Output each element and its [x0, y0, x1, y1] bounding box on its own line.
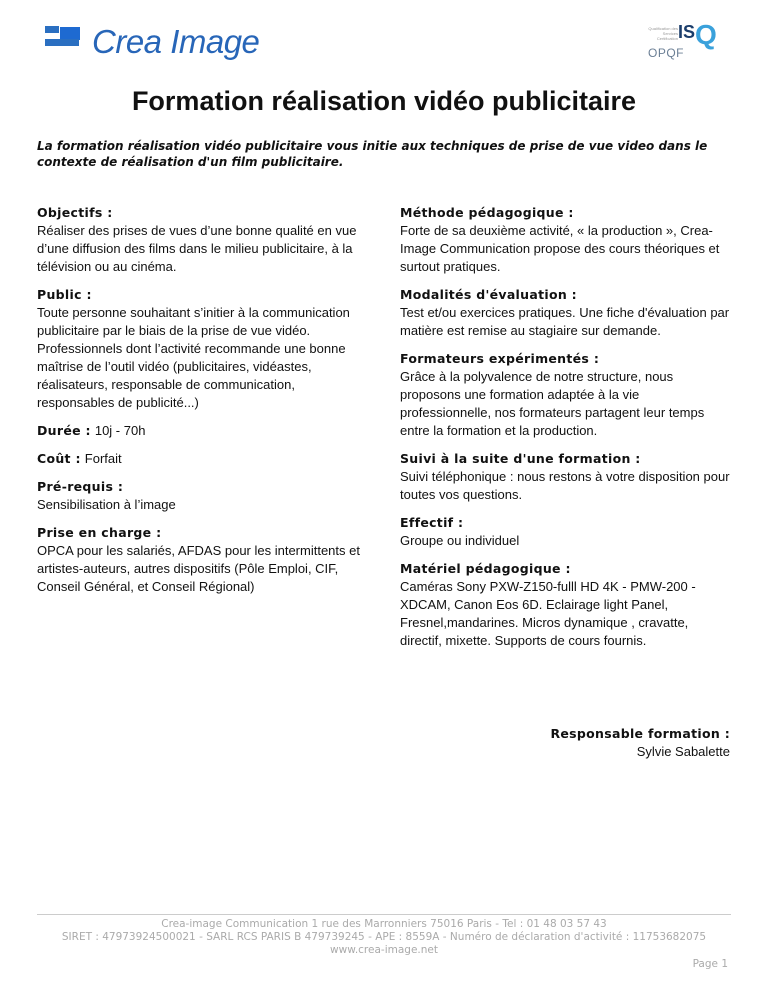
responsable-name: Sylvie Sabalette: [636, 744, 730, 759]
section-body: Grâce à la polyvalence de notre structure, nous proposons une formation adaptée à la vie professionnelle, nos formateurs partagent leur temps entre la formation et la production.: [400, 369, 705, 438]
responsable-label: Responsable formation :: [550, 726, 730, 741]
section-label: Pré-requis :: [37, 479, 124, 494]
section-body: Caméras Sony PXW-Z150-fulll HD 4K - PMW-200 - XDCAM, Canon Eos 6D. Eclairage light Panel, Fresnel,mandarines. Micros dynamique , cravatte, directif, mixette. Supports de cours fournis.: [400, 579, 696, 648]
section-objectifs: [37, 204, 369, 276]
intro-text: La formation réalisation vidéo publicitaire vous initie aux techniques de prise de vue video dans le contexte de réalisation d'un film publicitaire.: [37, 139, 708, 169]
brand-name: Crea Image: [92, 23, 260, 60]
footer-legal: SIRET : 47973924500021 - SARL RCS PARIS B 479739245 - APE : 8559A - Numéro de déclaration d'activité : 11753682075: [61, 931, 707, 943]
section-label: Suivi à la suite d'une formation :: [400, 451, 641, 466]
cert-q-text: Q: [695, 19, 717, 50]
section-body: Test et/ou exercices pratiques. Une fiche d'évaluation par matière est remise au stagiaire sur demande.: [400, 305, 730, 338]
section-body: Réaliser des prises de vues d’une bonne qualité en vue d’une diffusion des films dans le milieu publicitaire, à la télévision ou au cinéma.: [37, 223, 357, 274]
section-label: Effectif :: [400, 515, 464, 530]
section-label: Public :: [37, 287, 92, 302]
section-label: Durée :: [37, 423, 91, 438]
section-cout: [37, 450, 369, 468]
section-methode: [400, 204, 732, 276]
right-column: [400, 204, 732, 660]
section-body: OPCA pour les salariés, AFDAS pour les intermittents et artistes-auteurs, autres dispositifs (Pôle Emploi, CIF, Conseil Général, et Conseil Régional): [37, 543, 360, 594]
isq-opqf-logo: [648, 19, 728, 64]
section-body: 10j - 70h: [94, 423, 146, 438]
footer-address: Crea-image Communication 1 rue des Marronniers 75016 Paris - Tel : 01 48 03 57 43: [161, 918, 607, 930]
section-suivi: [400, 450, 732, 504]
section-label: Formateurs expérimentés :: [400, 351, 600, 366]
page-number: Page 1: [692, 958, 728, 970]
section-label: Matériel pédagogique :: [400, 561, 571, 576]
section-label: Coût :: [37, 451, 81, 466]
section-body: Forte de sa deuxième activité, « la production », Crea-Image Communication propose des cours théoriques et surtout pratiques.: [400, 223, 720, 274]
cert-is-text: IS: [678, 22, 696, 42]
section-body: Forfait: [84, 451, 122, 466]
section-body: Groupe ou individuel: [400, 533, 520, 548]
responsable-block: [550, 725, 730, 761]
section-modalites: [400, 286, 732, 340]
section-effectif: [400, 514, 732, 550]
section-prise-en-charge: [37, 524, 369, 596]
section-label: Objectifs :: [37, 205, 113, 220]
cert-opqf-text: OPQF: [648, 46, 685, 60]
section-body: Toute personne souhaitant s’initier à la communication publicitaire par le biais de la prise de vue vidéo. Professionnels dont l’activité recommande une bonne maîtrise de l’outil vidéo (publicitaires, vidéastes, réalisateurs, responsable de communication, responsables de publicité...): [37, 305, 350, 410]
section-label: Modalités d'évaluation :: [400, 287, 577, 302]
section-label: Prise en charge :: [37, 525, 162, 540]
left-column: [37, 204, 369, 606]
footer-website: www.crea-image.net: [330, 944, 438, 956]
section-label: Méthode pédagogique :: [400, 205, 574, 220]
page-title: Formation réalisation vidéo publicitaire: [131, 86, 637, 116]
footer-divider: [37, 914, 731, 915]
section-body: Sensibilisation à l’image: [37, 497, 176, 512]
section-prerequis: [37, 478, 369, 514]
section-materiel: [400, 560, 732, 650]
footer: [0, 918, 768, 957]
section-formateurs: [400, 350, 732, 440]
cert-small-text: Qualification des Services Certification: [648, 26, 678, 41]
section-public: [37, 286, 369, 412]
logo-mark-icon: [45, 26, 59, 33]
section-body: Suivi téléphonique : nous restons à votre disposition pour toutes vos questions.: [400, 469, 730, 502]
section-duree: [37, 422, 369, 440]
logo-mark-bar: [45, 39, 79, 46]
